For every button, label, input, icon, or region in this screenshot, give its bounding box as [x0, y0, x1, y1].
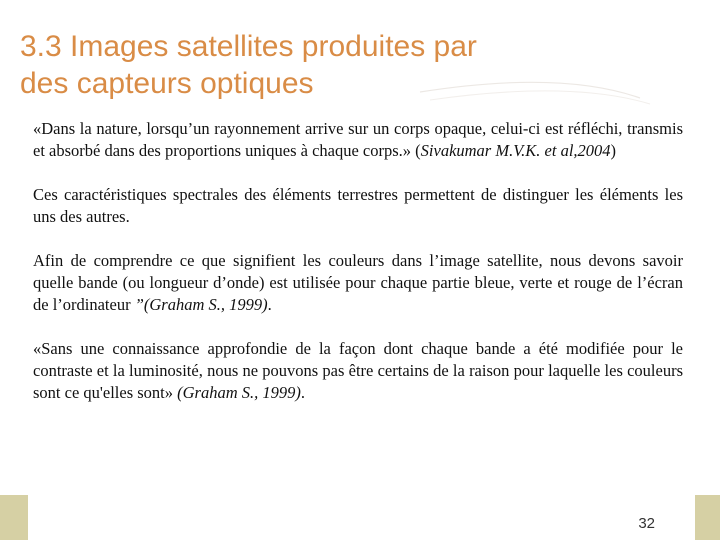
paragraph-text: Afin de comprendre ce que signifient les couleurs dans l’image satellite, nous devons savoir quelle bande (ou longueur d’onde) est utilisée pour chaque partie bleue, verte et rouge de l’écran de l’ordinateur — [33, 251, 683, 314]
slide-body — [33, 118, 683, 426]
title-line-2: des capteurs optiques — [20, 67, 314, 100]
page-number: 32 — [638, 515, 655, 532]
citation: (Graham S., 1999) — [177, 383, 301, 402]
paragraph-3 — [33, 250, 683, 316]
paragraph-end: ) — [610, 141, 617, 160]
citation: Sivakumar M.V.K. et al,2004 — [420, 141, 611, 160]
footer-bar — [0, 495, 720, 540]
paragraph-1 — [33, 118, 683, 162]
slide-title — [20, 28, 700, 102]
paragraph-text: «Sans une connaissance approfondie de la façon dont chaque bande a été modifiée pour le contraste et la luminosité, nous ne pouvons pas être certains de la raison pour laquelle les couleurs sont ce qu'elles sont» — [33, 339, 683, 402]
paragraph-4 — [33, 338, 683, 404]
paragraph-end: . — [300, 383, 305, 402]
paragraph-end: . — [267, 295, 272, 314]
title-line-1: 3.3 Images satellites produites par — [20, 30, 477, 63]
paragraph-text: «Dans la nature, lorsqu’un rayonnement arrive sur un corps opaque, celui-ci est réfléchi, transmis et absorbé dans des proportions uniques à chaque corps.» ( — [33, 119, 683, 160]
paragraph-2 — [33, 184, 683, 228]
footer-box — [28, 495, 695, 540]
paragraph-text: Ces caractéristiques spectrales des éléments terrestres permettent de distinguer les éléments les uns des autres. — [33, 185, 683, 226]
citation: ”(Graham S., 1999) — [134, 295, 268, 314]
